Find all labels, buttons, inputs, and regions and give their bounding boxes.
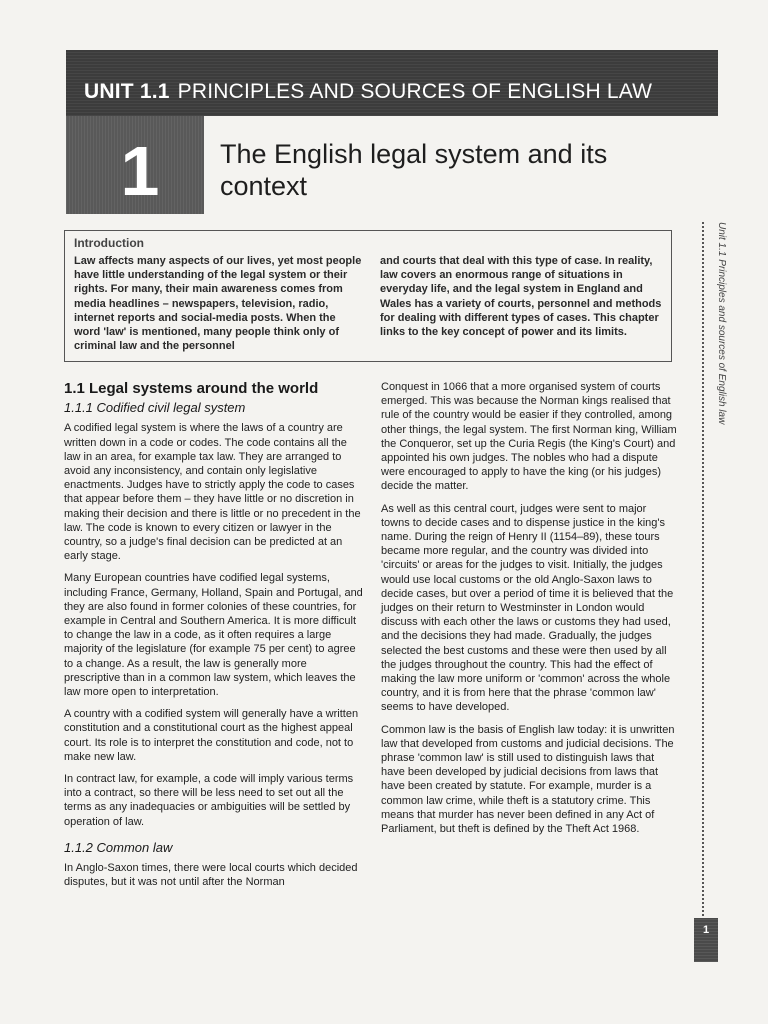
unit-banner (66, 50, 718, 116)
right-column (381, 380, 677, 844)
left-column (64, 380, 366, 898)
side-running-title: Unit 1.1 Principles and sources of English law (716, 222, 727, 425)
chapter-title: The English legal system and its context (220, 139, 608, 201)
paragraph: In Anglo-Saxon times, there were local courts which decided disputes, but it was not until after the Norman (64, 862, 358, 889)
page-number-tab (694, 918, 718, 962)
paragraph: A country with a codified system will generally have a written constitution and a constitutional court as the highest appeal court. Its role is to interpret the constitution and code, not to make new law. (64, 708, 359, 763)
introduction-heading: Introduction (74, 236, 144, 250)
introduction-text-left: Law affects many aspects of our lives, yet most people have little understanding of the legal system or their rights. For many, their main awareness comes from media headlines – newspapers, television, radio, internet reports and social-media posts. When the word 'law' is mentioned, many people think only of criminal law and the personnel (74, 255, 362, 353)
paragraph: A codified legal system is where the laws of a country are written down in a code or codes. The code contains all the law in an area, for example tax law. They are arranged to avoid any inconsistency, and contain only legislative enactments. Judges have to strictly apply the code to cases that appear before them – they have little or no discretion in making their decision and there is little or no precedent in the law. The code is known to every citizen or lawyer in the country, so a judge's final decision can be predicted at an early stage. (64, 422, 361, 563)
section-heading: 1.1 Legal systems around the world (64, 380, 319, 397)
paragraph: Common law is the basis of English law today: it is unwritten law that developed from customs and judicial decisions. The phrase 'common law' is still used to distinguish laws that have been developed by judicial decisions from laws that have been created by statute. For example, murder is a common law crime, while theft is a statutory crime. This means that murder has never been defined in any Act of Parliament, but theft is defined by the Theft Act 1968. (381, 723, 675, 836)
paragraph: Many European countries have codified legal systems, including France, Germany, Holland, Spain and Portugal, and they are also found in former colonies of these countries, for example in Central and Southern America. It is more difficult to change the law in a code, as it often requires a large majority of the legislature (for example 75 per cent) to agree to a change. As a result, the law is generally more prescriptive than in a common law system, which leaves the law more open to interpretation. (64, 572, 363, 699)
unit-code: UNIT 1.1 (84, 80, 170, 103)
subsection-heading-codified: 1.1.1 Codified civil legal system (64, 400, 246, 416)
paragraph: As well as this central court, judges were sent to major towns to decide cases and to dispense justice in the king's name. During the reign of Henry II (1154–89), these tours became more regular, and the country was divided into 'circuits' or areas for the judges to visit. Initially, the judges would use local customs or the old Anglo-Saxon laws to decide cases, but over a period of time it is believed that the judges on their return to Westminster in London would discuss with each other the laws or customs they had used, and the decisions they had made. Gradually, the judges selected the best customs and these were then used by all the judges throughout the country. This had the effect of making the law more uniform or 'common' across the whole country, and it is from here that the phrase 'common law' seems to have developed. (381, 502, 674, 714)
subsection-heading-common-law: 1.1.2 Common law (64, 839, 173, 855)
side-dotted-rule (702, 222, 704, 916)
paragraph: In contract law, for example, a code will imply various terms into a contract, so there will be less need to set out all the terms as any inadequacies or ambiguities will be settled by operation of law. (64, 773, 354, 828)
chapter-number: 1 (120, 132, 160, 210)
page-number: 1 (702, 924, 710, 936)
unit-title: PRINCIPLES AND SOURCES OF ENGLISH LAW (177, 80, 653, 103)
paragraph: Conquest in 1066 that a more organised system of courts emerged. This was because the Norman kings realised that rule of the country would be easier if they controlled, among other things, the legal system. The first Norman king, William the Conqueror, set up the Curia Regis (the King's Court) and appointed his own judges. The nobles who had a dispute were encouraged to apply to have the king (or his judges) decide the matter. (381, 381, 677, 493)
introduction-text-right: and courts that deal with this type of case. In reality, law covers an enormous range of situations in everyday life, and the legal system in England and Wales has a variety of courts, personnel and methods for dealing with different types of cases. This chapter links to the key concept of power and its limits. (380, 255, 662, 339)
